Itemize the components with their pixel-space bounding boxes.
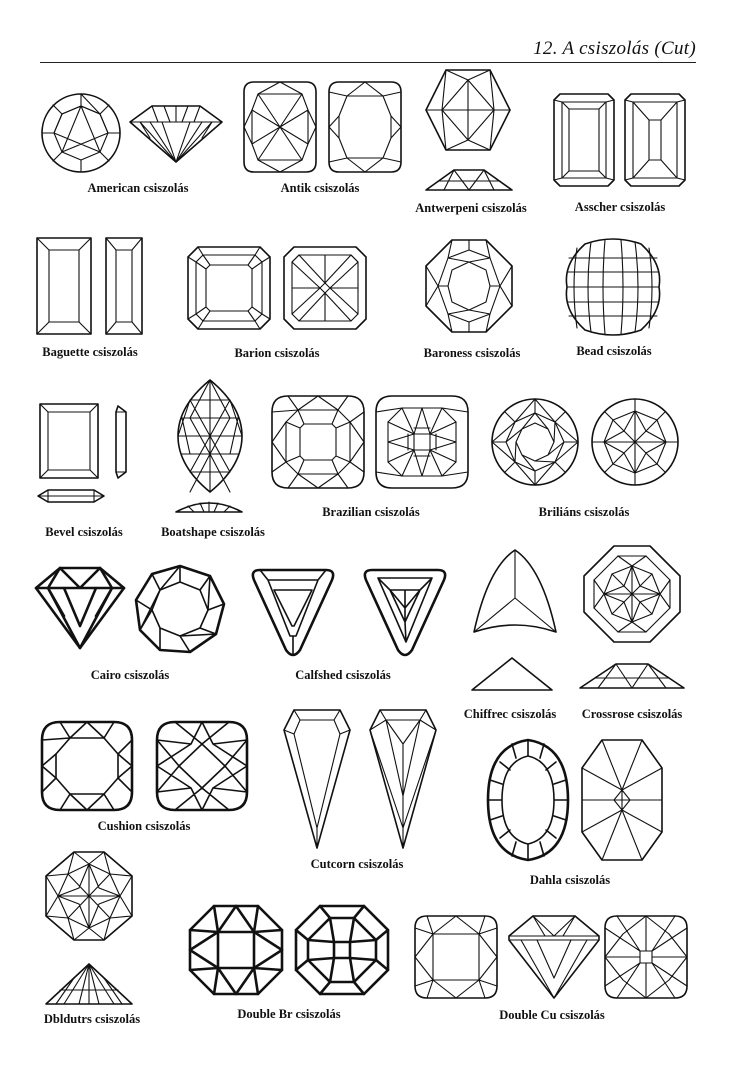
american-top-view-icon	[40, 92, 122, 174]
bead-icon	[565, 240, 661, 334]
brilians-top-view-icon	[490, 397, 580, 487]
antik-side-view-icon	[327, 80, 403, 174]
american-caption: American csiszolás	[87, 181, 189, 195]
cairo-side-view-icon	[34, 566, 126, 650]
baroness-caption: Baroness csiszolás	[423, 346, 521, 360]
asscher-front-view-icon	[552, 92, 616, 188]
doublecu-back-view-icon	[603, 914, 689, 1000]
antwerpeni-top-view-icon	[424, 68, 512, 152]
brilians-caption: Briliáns csiszolás	[538, 505, 630, 519]
antwerpeni-caption: Antwerpeni csiszolás	[415, 201, 527, 215]
chiffrec-caption: Chiffrec csiszolás	[463, 707, 557, 721]
cairo-top-view-icon	[134, 564, 226, 654]
header-rule	[40, 62, 696, 63]
brilians-bottom-view-icon	[590, 397, 680, 487]
cutcorn-caption: Cutcorn csiszolás	[310, 857, 404, 871]
cutcorn-back-view-icon	[368, 708, 438, 850]
boatshape-top-view-icon	[176, 378, 244, 494]
page-title: 12. A csiszolás (Cut)	[533, 38, 696, 59]
dahla-front-view-icon	[486, 738, 570, 862]
antik-caption: Antik csiszolás	[280, 181, 360, 195]
barion-front-view-icon	[186, 245, 272, 331]
antwerpeni-side-view-icon	[424, 166, 514, 192]
dbldutrs-top-view-icon	[44, 850, 134, 942]
doublecu-caption: Double Cu csiszolás	[499, 1008, 605, 1022]
calfshed-caption: Calfshed csiszolás	[295, 668, 391, 682]
calfshed-back-view-icon	[360, 568, 450, 658]
cairo-caption: Cairo csiszolás	[90, 668, 170, 682]
asscher-caption: Asscher csiszolás	[574, 200, 666, 214]
crossrose-caption: Crossrose csiszolás	[581, 707, 683, 721]
baguette-front-view-icon	[35, 236, 93, 336]
cutcorn-front-view-icon	[282, 708, 352, 850]
dahla-caption: Dahla csiszolás	[529, 873, 611, 887]
american-side-view-icon	[128, 104, 224, 164]
bevel-girdle-view-icon	[36, 488, 106, 504]
boatshape-caption: Boatshape csiszolás	[161, 525, 265, 539]
chiffrec-top-view-icon	[470, 548, 560, 638]
bevel-caption: Bevel csiszolás	[45, 525, 123, 539]
cushion-back-view-icon	[155, 720, 249, 812]
dbldutrs-caption: Dbldutrs csiszolás	[43, 1012, 141, 1026]
baguette-caption: Baguette csiszolás	[42, 345, 138, 359]
baroness-top-view-icon	[424, 238, 514, 334]
chiffrec-side-view-icon	[470, 656, 554, 692]
crossrose-top-view-icon	[582, 544, 682, 644]
dbldutrs-side-view-icon	[44, 962, 134, 1006]
bead-caption: Bead csiszolás	[576, 344, 652, 358]
baguette-side-view-icon	[104, 236, 144, 336]
boatshape-side-view-icon	[174, 498, 244, 514]
brazilian-side-view-icon	[374, 394, 470, 490]
dahla-back-view-icon	[580, 738, 664, 862]
calfshed-front-view-icon	[248, 568, 338, 658]
antik-front-view-icon	[242, 80, 318, 174]
cushion-caption: Cushion csiszolás	[97, 819, 191, 833]
doublebr-back-view-icon	[294, 904, 390, 996]
doublecu-front-view-icon	[413, 914, 499, 1000]
bevel-side-view-icon	[114, 404, 128, 480]
bevel-front-view-icon	[38, 402, 100, 480]
barion-caption: Barion csiszolás	[234, 346, 320, 360]
cushion-front-view-icon	[40, 720, 134, 812]
brazilian-front-view-icon	[270, 394, 366, 490]
crossrose-side-view-icon	[578, 660, 686, 690]
asscher-side-view-icon	[623, 92, 687, 188]
doublebr-front-view-icon	[188, 904, 284, 996]
brazilian-caption: Brazilian csiszolás	[322, 505, 420, 519]
doublebr-caption: Double Br csiszolás	[237, 1007, 341, 1021]
doublecu-side-view-icon	[507, 914, 601, 1000]
barion-side-view-icon	[282, 245, 368, 331]
